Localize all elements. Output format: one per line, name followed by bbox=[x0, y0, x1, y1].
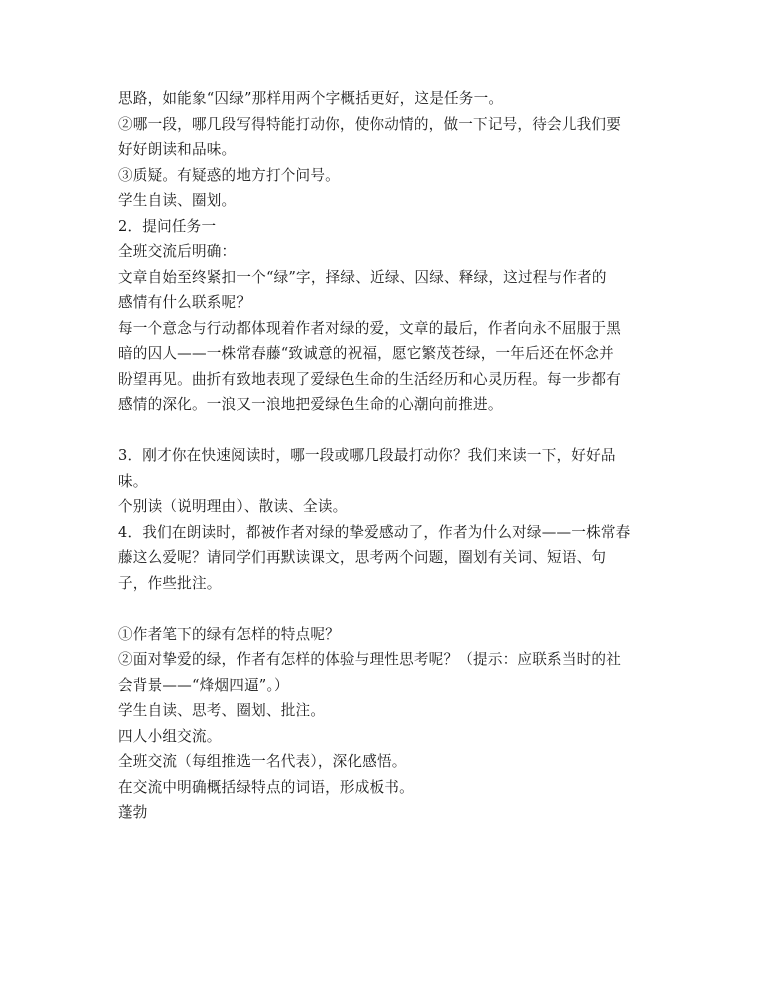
text-line-29: 蓬勃 bbox=[118, 804, 148, 821]
text-line-25: 学生自读、思考、圈划、批注。 bbox=[118, 702, 326, 719]
text-line-18: 4．我们在朗读时，都被作者对绿的挚爱感动了，作者为什么对绿——一株常春 bbox=[118, 523, 631, 541]
text-line-23: ②面对挚爱的绿，作者有怎样的体验与理性思考呢？（提示：应联系当时的社 bbox=[118, 651, 621, 668]
text-line-9: 感情有什么联系呢？ bbox=[118, 294, 252, 311]
text-line-17: 个别读（说明理由）、散读、全读。 bbox=[118, 498, 348, 515]
text-line-16: 味。 bbox=[118, 472, 148, 490]
text-line-20: 子，作些批注。 bbox=[118, 574, 222, 592]
text-line-3: 好好朗读和品味。 bbox=[118, 141, 237, 158]
text-line-12: 盼望再见。曲折有致地表现了爱绿色生命的生活经历和心灵历程。每一步都有 bbox=[118, 370, 621, 388]
text-line-6: 2．提问任务一 bbox=[118, 217, 217, 235]
text-line-10: 每一个意念与行动都体现着作者对绿的爱，文章的最后，作者向永不屈服于黑 bbox=[118, 319, 621, 337]
paragraph-gap bbox=[118, 418, 658, 444]
paragraph-gap bbox=[118, 596, 658, 622]
text-line-19: 藤这么爱呢？请同学们再默读课文，思考两个问题，圈划有关词、短语、句 bbox=[118, 549, 607, 566]
text-line-1: 思路，如能象“囚绿”那样用两个字概括更好，这是任务一。 bbox=[118, 90, 504, 107]
text-line-24: 会背景——“烽烟四逼”。） bbox=[118, 676, 289, 694]
text-line-4: ③质疑。有疑惑的地方打个问号。 bbox=[118, 166, 340, 184]
text-line-11: 暗的囚人——一株常春藤“致诚意的祝福，愿它繁茂苍绿，一年后还在怀念并 bbox=[118, 345, 614, 362]
text-line-7: 全班交流后明确： bbox=[118, 243, 237, 260]
text-line-26: 四人小组交流。 bbox=[118, 727, 222, 745]
text-line-5: 学生自读、圈划。 bbox=[118, 192, 237, 209]
text-line-28: 在交流中明确概括绿特点的词语，形成板书。 bbox=[118, 778, 414, 796]
text-line-13: 感情的深化。一浪又一浪地把爱绿色生命的心潮向前推进。 bbox=[118, 396, 503, 413]
text-line-22: ①作者笔下的绿有怎样的特点呢？ bbox=[118, 625, 340, 643]
document-body bbox=[118, 86, 658, 826]
text-line-8: 文章自始至终紧扣一个“绿”字，择绿、近绿、囚绿、释绿，这过程与作者的 bbox=[118, 268, 607, 286]
text-line-15: 3．刚才你在快速阅读时，哪一段或哪几段最打动你？我们来读一下，好好品 bbox=[118, 447, 616, 464]
text-line-27: 全班交流（每组推选一名代表），深化感悟。 bbox=[118, 753, 407, 770]
text-line-2: ②哪一段，哪几段写得特能打动你，使你动情的，做一下记号，待会儿我们要 bbox=[118, 115, 621, 133]
